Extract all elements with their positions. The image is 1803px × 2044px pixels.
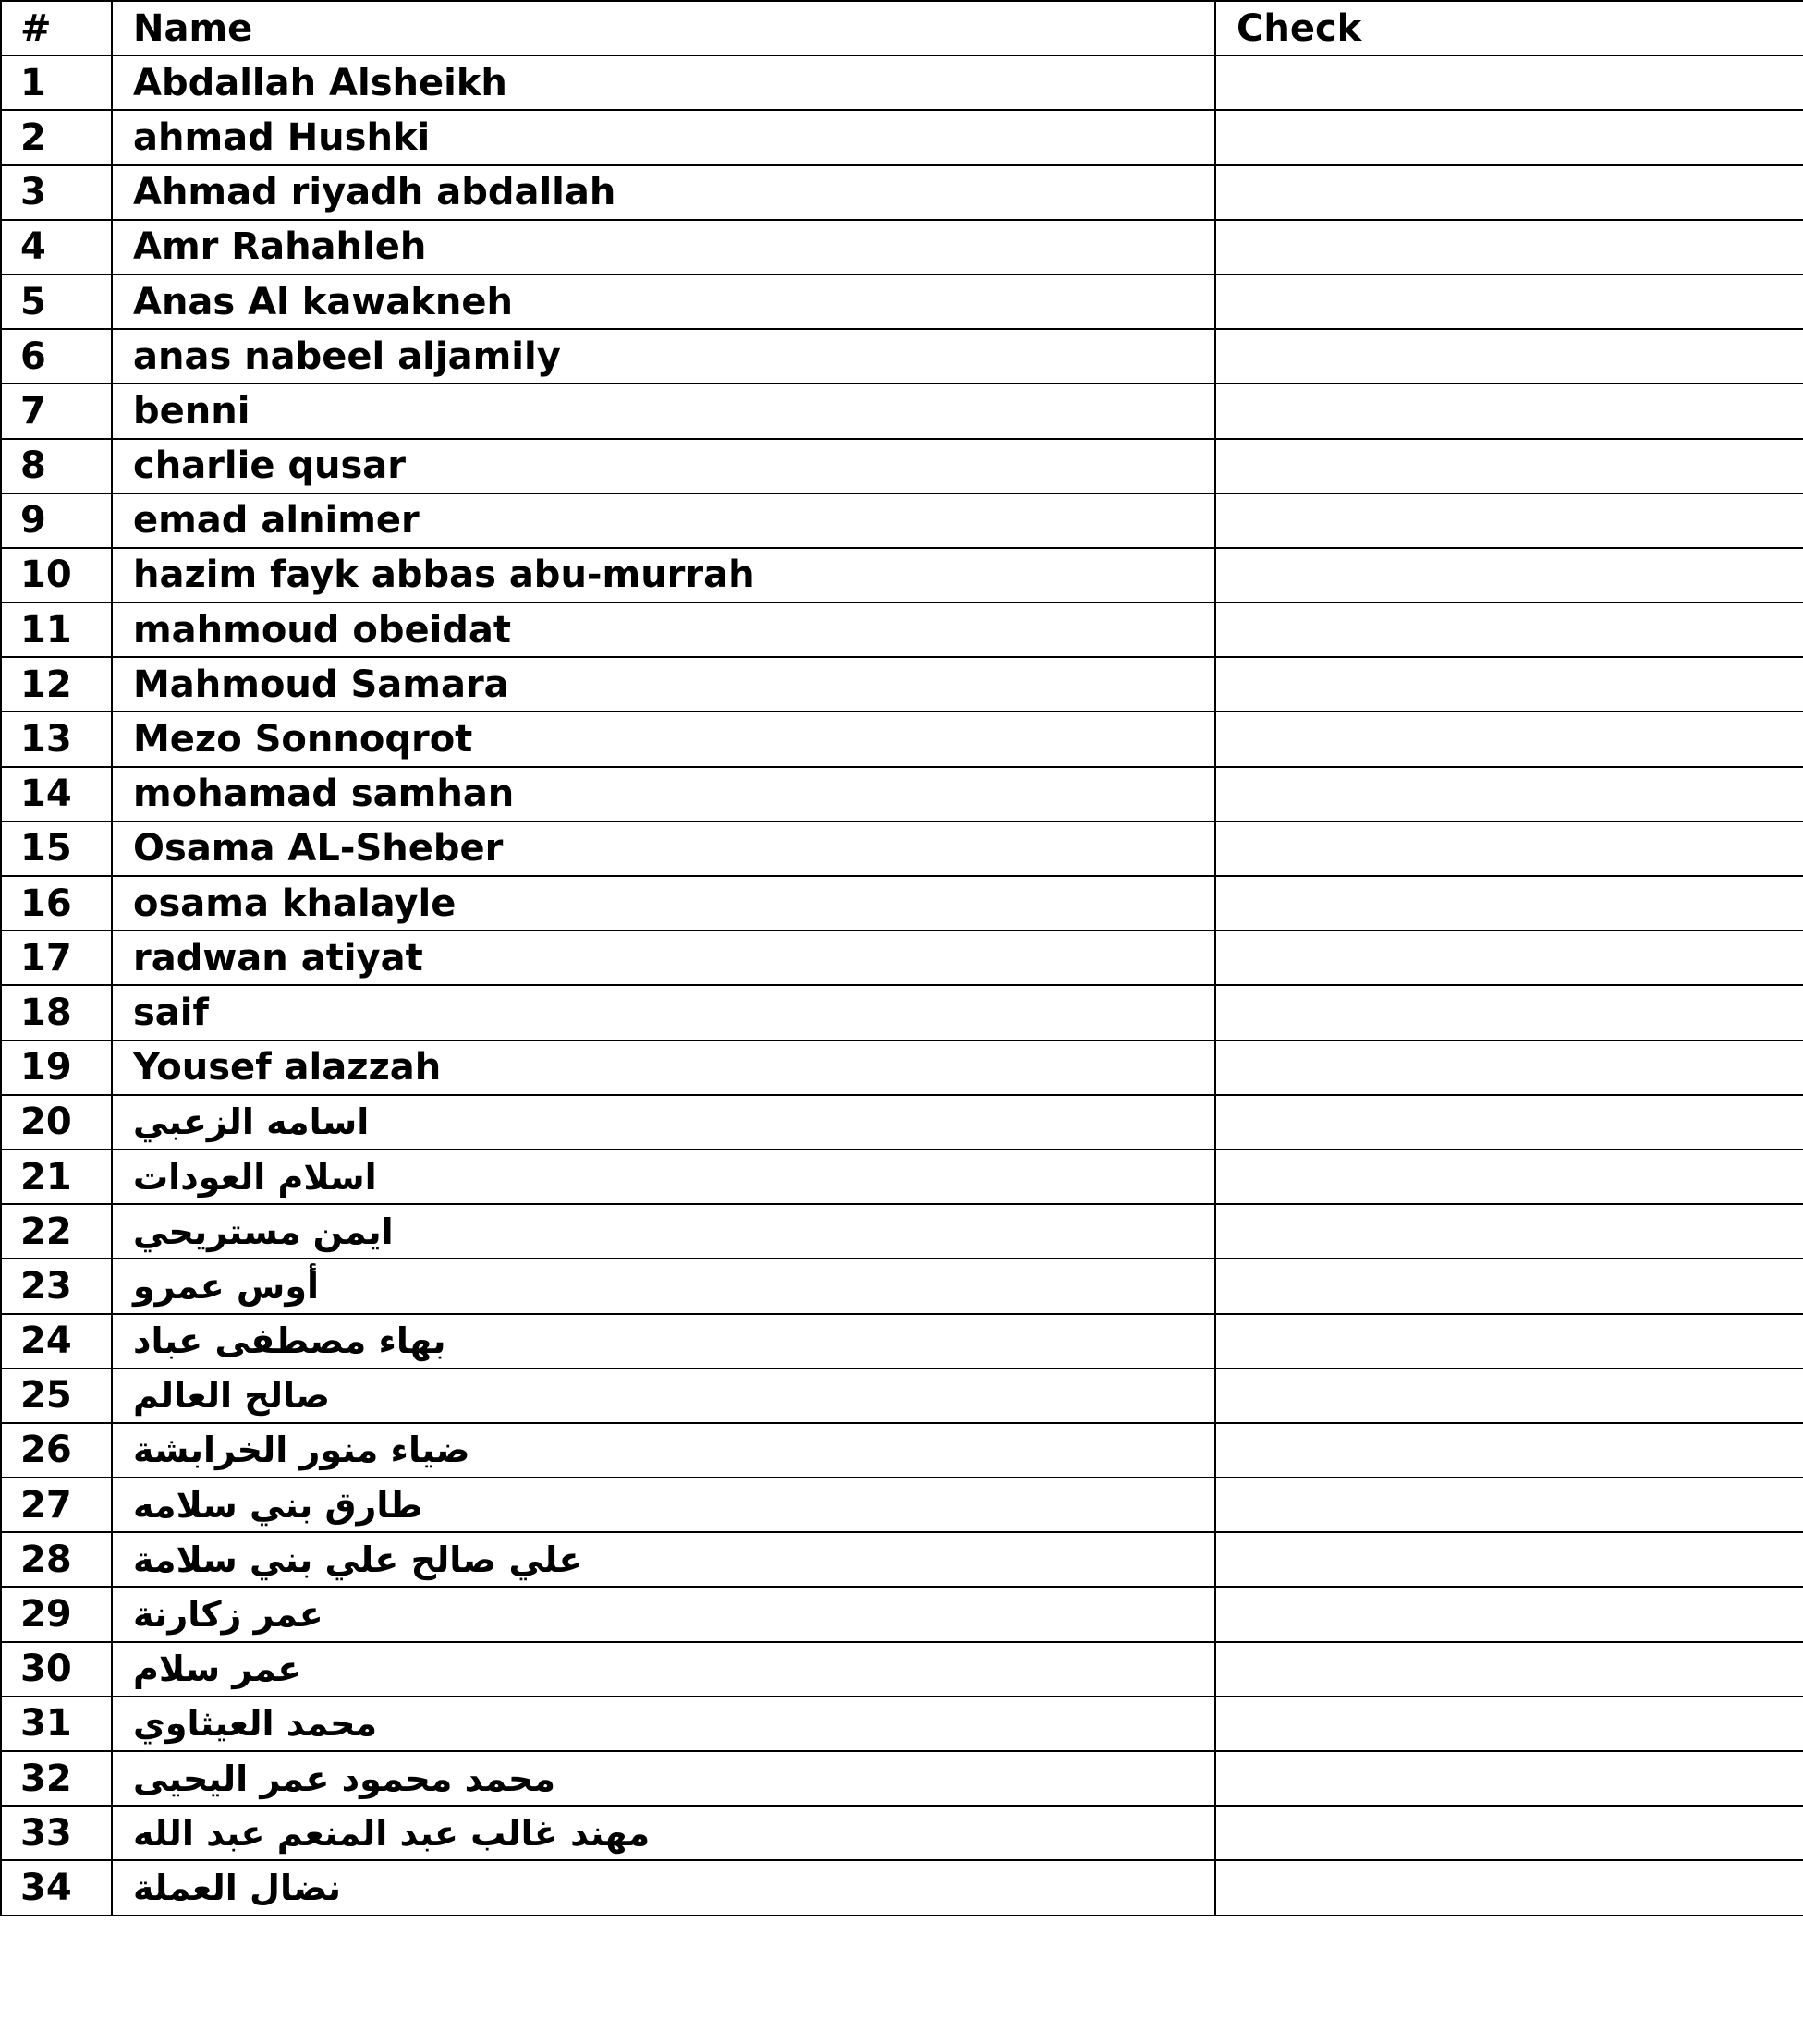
student-name: hazim fayk abbas abu-murrah (133, 554, 755, 597)
check-cell[interactable] (1215, 274, 1803, 329)
student-name: mohamad samhan (133, 773, 515, 816)
table-row (1, 1259, 1803, 1313)
table-row (1, 602, 1803, 657)
table-row (1, 1314, 1803, 1369)
check-cell[interactable] (1215, 1751, 1803, 1806)
row-number: 1 (1, 55, 112, 110)
row-number: 34 (1, 1860, 112, 1915)
check-cell[interactable] (1215, 1423, 1803, 1478)
row-name-cell (112, 439, 1215, 493)
table-header-row (1, 1, 1803, 55)
check-cell[interactable] (1215, 1095, 1803, 1150)
student-name: عمر سلام (133, 1649, 302, 1690)
table-row (1, 821, 1803, 876)
row-name-cell (112, 165, 1215, 220)
check-cell[interactable] (1215, 1314, 1803, 1369)
student-name: Osama AL-Sheber (133, 827, 504, 870)
table-row (1, 1095, 1803, 1150)
row-name-cell (112, 329, 1215, 383)
check-cell[interactable] (1215, 767, 1803, 821)
row-number: 6 (1, 329, 112, 383)
student-name: Abdallah Alsheikh (133, 61, 507, 104)
check-cell[interactable] (1215, 1806, 1803, 1860)
row-number: 23 (1, 1259, 112, 1313)
row-number: 28 (1, 1532, 112, 1587)
table-row (1, 1423, 1803, 1478)
student-name: أوس عمرو (133, 1265, 320, 1307)
check-cell[interactable] (1215, 1150, 1803, 1204)
table-row (1, 383, 1803, 438)
table-row (1, 1806, 1803, 1860)
row-number: 12 (1, 657, 112, 712)
student-name: بهاء مصطفى عباد (133, 1320, 446, 1362)
row-number: 14 (1, 767, 112, 821)
row-number: 8 (1, 439, 112, 493)
student-name: ايمن مستريحي (133, 1211, 394, 1252)
student-name: mahmoud obeidat (133, 608, 512, 651)
check-cell[interactable] (1215, 439, 1803, 493)
row-name-cell (112, 383, 1215, 438)
check-cell[interactable] (1215, 602, 1803, 657)
row-number: 11 (1, 602, 112, 657)
row-name-cell (112, 1095, 1215, 1150)
table-row (1, 657, 1803, 712)
row-number: 5 (1, 274, 112, 329)
row-number: 2 (1, 110, 112, 164)
row-name-cell (112, 602, 1215, 657)
student-name: radwan atiyat (133, 936, 423, 979)
table-row (1, 1860, 1803, 1915)
check-cell[interactable] (1215, 657, 1803, 712)
check-cell[interactable] (1215, 1587, 1803, 1641)
table-row (1, 876, 1803, 931)
table-row (1, 767, 1803, 821)
table-row (1, 1040, 1803, 1095)
row-number: 7 (1, 383, 112, 438)
row-number: 21 (1, 1150, 112, 1204)
check-cell[interactable] (1215, 165, 1803, 220)
row-name-cell (112, 821, 1215, 876)
row-number: 9 (1, 493, 112, 548)
table-row (1, 548, 1803, 602)
check-cell[interactable] (1215, 110, 1803, 164)
row-name-cell (112, 985, 1215, 1040)
student-name: عمر زكارنة (133, 1594, 323, 1636)
table-row (1, 110, 1803, 164)
check-cell[interactable] (1215, 1259, 1803, 1313)
table-row (1, 712, 1803, 766)
row-number: 20 (1, 1095, 112, 1150)
row-name-cell (112, 1259, 1215, 1313)
table-row (1, 1478, 1803, 1532)
check-cell[interactable] (1215, 329, 1803, 383)
row-number: 32 (1, 1751, 112, 1806)
check-cell[interactable] (1215, 55, 1803, 110)
check-cell[interactable] (1215, 1478, 1803, 1532)
row-name-cell (112, 657, 1215, 712)
table-row (1, 1532, 1803, 1587)
row-number: 13 (1, 712, 112, 766)
row-name-cell (112, 1204, 1215, 1259)
student-name: emad alnimer (133, 499, 420, 542)
row-name-cell (112, 1642, 1215, 1697)
table-row (1, 1642, 1803, 1697)
student-name: osama khalayle (133, 882, 457, 925)
row-name-cell (112, 1806, 1215, 1860)
row-name-cell (112, 1150, 1215, 1204)
student-name: مهند غالب عبد المنعم عبد الله (133, 1812, 651, 1854)
check-cell[interactable] (1215, 712, 1803, 766)
row-number: 26 (1, 1423, 112, 1478)
row-name-cell (112, 1478, 1215, 1532)
student-name: saif (133, 991, 209, 1034)
row-name-cell (112, 931, 1215, 985)
table-row (1, 329, 1803, 383)
row-number: 3 (1, 165, 112, 220)
row-number: 29 (1, 1587, 112, 1641)
row-name-cell (112, 55, 1215, 110)
header-number: # (1, 1, 112, 55)
student-name: علي صالح علي بني سلامة (133, 1539, 583, 1580)
row-number: 19 (1, 1040, 112, 1095)
row-name-cell (112, 767, 1215, 821)
row-number: 10 (1, 548, 112, 602)
student-name: اسلام العودات (133, 1156, 377, 1198)
check-cell[interactable] (1215, 1040, 1803, 1095)
table-row (1, 1204, 1803, 1259)
student-name: صالح العالم (133, 1375, 330, 1417)
row-name-cell (112, 274, 1215, 329)
table-row (1, 439, 1803, 493)
table-row (1, 1697, 1803, 1751)
table-row (1, 165, 1803, 220)
table-body (1, 55, 1803, 1915)
check-cell[interactable] (1215, 1860, 1803, 1915)
check-cell[interactable] (1215, 383, 1803, 438)
student-name: charlie qusar (133, 444, 407, 488)
row-number: 24 (1, 1314, 112, 1369)
student-name: ضياء منور الخرابشة (133, 1430, 470, 1471)
row-name-cell (112, 1697, 1215, 1751)
check-cell[interactable] (1215, 1204, 1803, 1259)
row-name-cell (112, 876, 1215, 931)
student-name: محمد محمود عمر اليحيى (133, 1758, 555, 1799)
student-name: Mezo Sonnoqrot (133, 718, 473, 761)
row-name-cell (112, 220, 1215, 274)
row-number: 27 (1, 1478, 112, 1532)
student-name: Amr Rahahleh (133, 225, 427, 269)
row-number: 16 (1, 876, 112, 931)
table-row (1, 985, 1803, 1040)
student-name: نضال العملة (133, 1867, 341, 1908)
check-cell[interactable] (1215, 1697, 1803, 1751)
table-row (1, 55, 1803, 110)
check-cell[interactable] (1215, 220, 1803, 274)
check-cell[interactable] (1215, 1642, 1803, 1697)
row-name-cell (112, 1751, 1215, 1806)
student-name: اسامه الزعبي (133, 1101, 370, 1143)
student-name: benni (133, 389, 250, 432)
table-row (1, 1751, 1803, 1806)
check-cell[interactable] (1215, 1369, 1803, 1423)
table-row (1, 931, 1803, 985)
row-name-cell (112, 1532, 1215, 1587)
row-number: 22 (1, 1204, 112, 1259)
student-name: Anas Al kawakneh (133, 280, 513, 323)
student-name: محمد العيثاوي (133, 1703, 378, 1745)
table-row (1, 1587, 1803, 1641)
student-name: anas nabeel aljamily (133, 335, 561, 378)
row-number: 33 (1, 1806, 112, 1860)
check-cell[interactable] (1215, 931, 1803, 985)
student-name: Yousef alazzah (133, 1046, 442, 1089)
student-name: ahmad Hushki (133, 116, 431, 159)
row-number: 31 (1, 1697, 112, 1751)
table-row (1, 220, 1803, 274)
table-row (1, 493, 1803, 548)
row-number: 4 (1, 220, 112, 274)
row-number: 18 (1, 985, 112, 1040)
student-name: Ahmad riyadh abdallah (133, 171, 616, 214)
check-cell[interactable] (1215, 876, 1803, 931)
row-name-cell (112, 1423, 1215, 1478)
table-row (1, 1150, 1803, 1204)
header-check: Check (1215, 1, 1803, 55)
table-row (1, 274, 1803, 329)
row-number: 17 (1, 931, 112, 985)
student-name: طارق بني سلامه (133, 1484, 423, 1526)
row-name-cell (112, 1587, 1215, 1641)
student-name: Mahmoud Samara (133, 663, 509, 706)
row-name-cell (112, 1314, 1215, 1369)
row-name-cell (112, 712, 1215, 766)
check-cell[interactable] (1215, 985, 1803, 1040)
table-row (1, 1369, 1803, 1423)
row-name-cell (112, 1860, 1215, 1915)
row-number: 30 (1, 1642, 112, 1697)
row-name-cell (112, 110, 1215, 164)
check-cell[interactable] (1215, 1532, 1803, 1587)
row-name-cell (112, 493, 1215, 548)
check-cell[interactable] (1215, 493, 1803, 548)
check-cell[interactable] (1215, 548, 1803, 602)
row-name-cell (112, 1040, 1215, 1095)
row-name-cell (112, 548, 1215, 602)
row-name-cell (112, 1369, 1215, 1423)
row-number: 25 (1, 1369, 112, 1423)
check-cell[interactable] (1215, 821, 1803, 876)
row-number: 15 (1, 821, 112, 876)
header-name: Name (112, 1, 1215, 55)
